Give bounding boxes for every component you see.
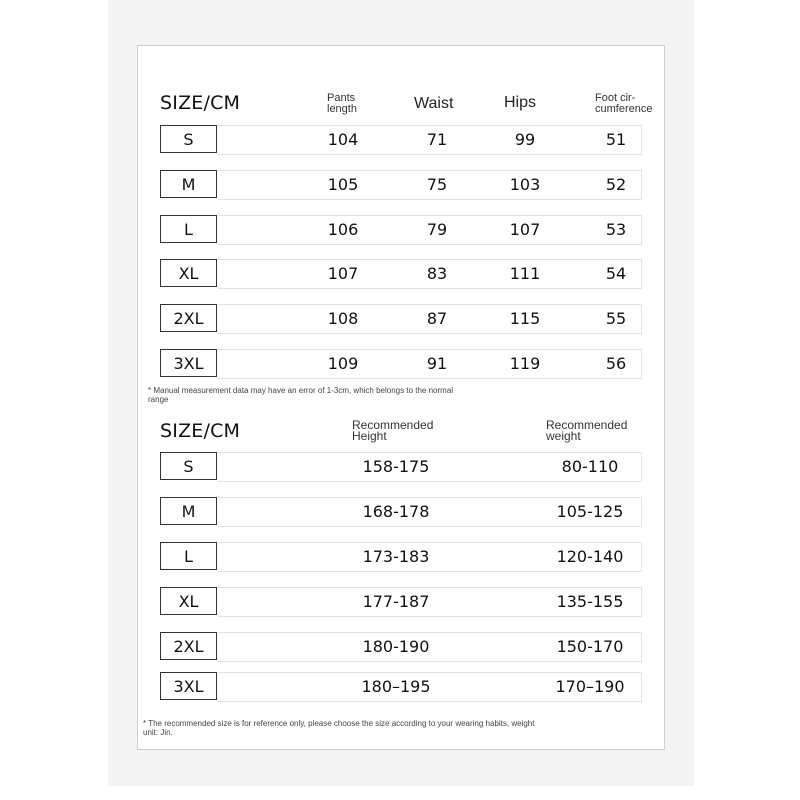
table2-row-xl (158, 587, 642, 617)
table2-title: SIZE/CM (160, 420, 241, 442)
size-label: XL (160, 587, 217, 615)
header-hips: Hips (504, 94, 537, 111)
height-range-value: 180-190 (362, 637, 430, 656)
hips-value: 115 (509, 309, 541, 328)
size-label: S (160, 452, 217, 480)
hips-value: 107 (509, 220, 541, 239)
foot-value: 51 (605, 130, 627, 149)
waist-value: 79 (426, 220, 448, 239)
table2-row-2xl (158, 632, 642, 662)
header-recommended-height: Recommended Height (352, 418, 434, 443)
pants-length-value: 109 (327, 354, 359, 373)
hips-value: 119 (509, 354, 541, 373)
table1-row-3xl (158, 349, 642, 379)
size-label: L (160, 215, 217, 243)
size-label: XL (160, 259, 217, 287)
header-foot-circumference: Foot cir- cumference (595, 92, 653, 115)
hips-value: 103 (509, 175, 541, 194)
height-range-value: 177-187 (362, 592, 430, 611)
table2-row-3xl (158, 672, 642, 702)
weight-range-value: 135-155 (556, 592, 624, 611)
weight-range-value: 170–190 (555, 677, 625, 696)
recommendation-note: * The recommended size is for reference only, please choose the size according to your wearing habits, weight unit: Jin. (143, 719, 535, 737)
measurement-note: * Manual measurement data may have an error of 1-3cm, which belongs to the normal range (148, 386, 454, 404)
height-range-value: 158-175 (362, 457, 430, 476)
height-range-value: 180–195 (361, 677, 431, 696)
pants-length-value: 106 (327, 220, 359, 239)
hips-value: 99 (514, 130, 536, 149)
foot-value: 56 (605, 354, 627, 373)
header-pants-length: Pants length (327, 92, 357, 115)
size-label: M (160, 497, 217, 525)
size-label: 2XL (160, 304, 217, 332)
foot-value: 52 (605, 175, 627, 194)
waist-value: 87 (426, 309, 448, 328)
table2-row-m (158, 497, 642, 527)
header-recommended-weight: Recommended weight (546, 418, 628, 443)
table1-row-s (158, 125, 642, 155)
waist-value: 71 (426, 130, 448, 149)
weight-range-value: 120-140 (556, 547, 624, 566)
table1-row-2xl (158, 304, 642, 334)
pants-length-value: 104 (327, 130, 359, 149)
size-label: 3XL (160, 672, 217, 700)
pants-length-value: 107 (327, 264, 359, 283)
table2-row-l (158, 542, 642, 572)
size-label: S (160, 125, 217, 153)
pants-length-value: 108 (327, 309, 359, 328)
waist-value: 91 (426, 354, 448, 373)
hips-value: 111 (509, 264, 541, 283)
table1-row-xl (158, 259, 642, 289)
header-waist: Waist (414, 95, 454, 112)
size-label: 2XL (160, 632, 217, 660)
size-label: L (160, 542, 217, 570)
pants-length-value: 105 (327, 175, 359, 194)
waist-value: 75 (426, 175, 448, 194)
weight-range-value: 150-170 (556, 637, 624, 656)
foot-value: 53 (605, 220, 627, 239)
size-label: M (160, 170, 217, 198)
height-range-value: 173-183 (362, 547, 430, 566)
table2-row-s (158, 452, 642, 482)
table1-row-m (158, 170, 642, 200)
weight-range-value: 80-110 (561, 457, 619, 476)
table1-row-l (158, 215, 642, 245)
waist-value: 83 (426, 264, 448, 283)
size-label: 3XL (160, 349, 217, 377)
weight-range-value: 105-125 (556, 502, 624, 521)
foot-value: 55 (605, 309, 627, 328)
foot-value: 54 (605, 264, 627, 283)
height-range-value: 168-178 (362, 502, 430, 521)
table1-title: SIZE/CM (160, 92, 241, 114)
